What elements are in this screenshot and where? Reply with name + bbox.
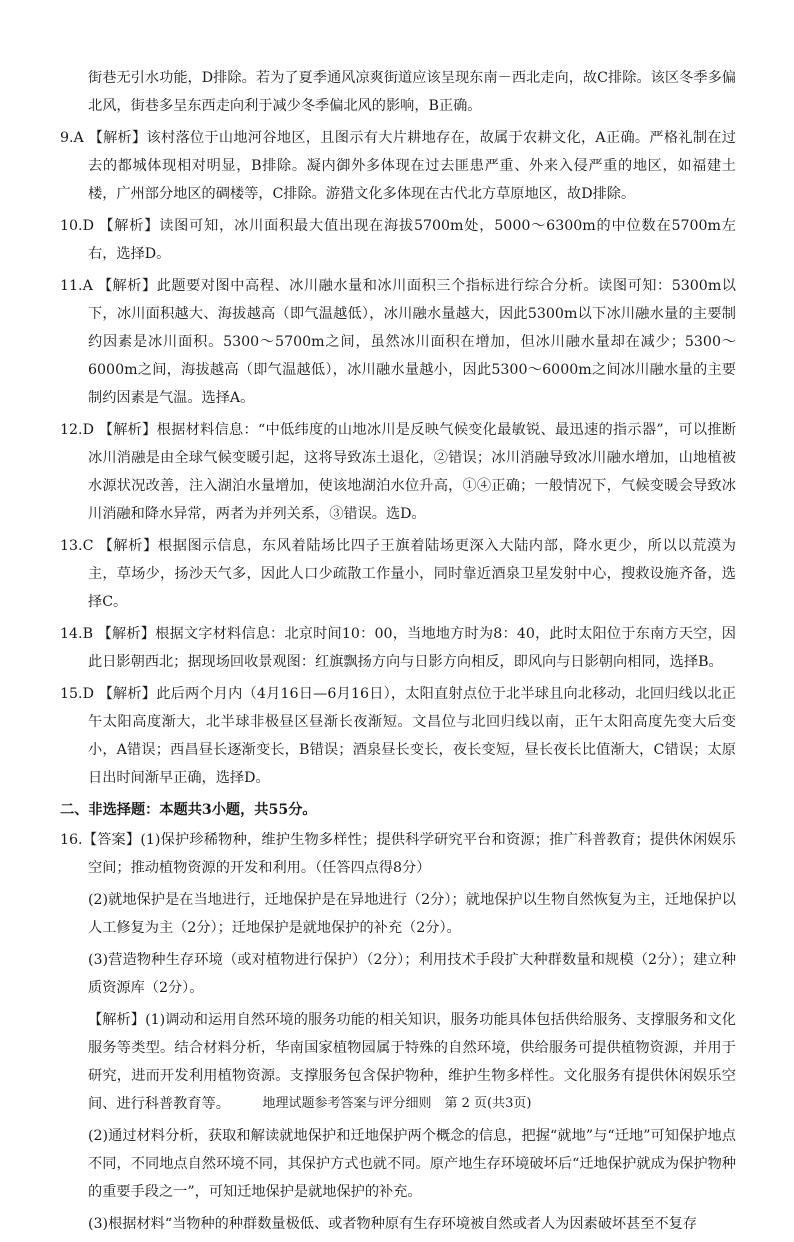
- answer-item-16-answer-2: (2)就地保护是在当地进行，迁地保护是在异地进行（2分）；就地保护以生物自然恢复为主，迁地保护以人工修复为主（2分）；迁地保护是就地保护的补充（2分）。: [88, 892, 736, 936]
- section-heading: 二、非选择题：本题共3小题，共55分。: [60, 802, 317, 818]
- page-footer: 地理试题参考答案与评分细则 第 2 页(共3页): [262, 1096, 532, 1111]
- answer-item-16-analysis-3: (3)根据材料“当物种的种群数量极低、或者物种原有生存环境被自然或者人为因素破坏甚至不复存: [88, 1216, 698, 1232]
- answer-item-11: 11.A 【解析】此题要对图中高程、冰川融水量和冰川面积三个指标进行综合分析。读图可知：5300m以下，冰川面积越大、海拔越高（即气温越低），冰川融水量越大，因此5300m以下冰川融水量的主要制约因素是冰川面积。5300～5700m之间，虽然冰川面积在增加，但冰川融水量却在减少；5300～6000m之间，海拔越高（即气温越低），冰川融水量越小，因此5300～6000m之间冰川融水量的主要制约因素是气温。选择A。: [60, 278, 736, 406]
- answer-item-12: 12.D 【解析】根据材料信息：“中低纬度的山地冰川是反映气候变化最敏锐、最迅速的指示器”，可以推断冰川消融是由全球气候变暖引起，这将导致冻土退化，②错误；冰川消融导致冰川融水增加，山地植被水源状况改善，注入湖泊水量增加，使该地湖泊水位升高，①④正确；一般情况下，气候变暖会导致冰川消融和降水异常，两者为并列关系，③错误。选D。: [60, 422, 736, 522]
- answer-item-16-answer-3: (3)营造物种生存环境（或对植物进行保护）（2分）；利用技术手段扩大种群数量和规模（2分）；建立种质资源库（2分）。: [88, 952, 736, 996]
- answer-item-10: 10.D 【解析】读图可知，冰川面积最大值出现在海拔5700m处，5000～6300m的中位数在5700m左右，选择D。: [60, 218, 736, 262]
- answer-body: [60, 64, 736, 1242]
- answer-item-13: 13.C 【解析】根据图示信息，东风着陆场比四子王旗着陆场更深入大陆内部，降水更少，所以以荒漠为主，草场少，扬沙天气多，因此人口少疏散工作量小，同时靠近酒泉卫星发射中心，搜救设施齐备，选择C。: [60, 538, 736, 610]
- answer-item-9: 9.A 【解析】该村落位于山地河谷地区，且图示有大片耕地存在，故属于农耕文化，A正确。严格礼制在过去的都城体现相对明显，B排除。凝内御外多体现在过去匪患严重、外来入侵严重的地区，如福建土楼，广州部分地区的碉楼等，C排除。游猎文化多体现在古代北方草原地区，故D排除。: [60, 130, 736, 202]
- paragraph-continuation: 街巷无引水功能，D排除。若为了夏季通风凉爽街道应该呈现东南－西北走向，故C排除。该区冬季多偏北风，街巷多呈东西走向利于减少冬季偏北风的影响，B正确。: [88, 70, 736, 114]
- answer-item-16-analysis-1: 【解析】(1)调动和运用自然环境的服务功能的相关知识，服务功能具体包括供给服务、支撑服务和文化服务等类型。结合材料分析，华南国家植物园属于特殊的自然环境，供给服务可提供植物资源，并用于研究，进而开发利用植物资源。支撑服务包含保护物种，维护生物多样性。文化服务有提供休闲娱乐空间、进行科普教育等。: [88, 1012, 736, 1112]
- answer-item-16-analysis-2: (2)通过材料分析，获取和解读就地保护和迁地保护两个概念的信息，把握“就地”与“迁地”可知保护地点不同，不同地点自然环境不同，其保护方式也就不同。原产地生存环境破坏后“迁地保护就成为保护物种的重要手段之一”，可知迁地保护是就地保护的补充。: [88, 1128, 736, 1200]
- answer-item-16-answer-1: 16.【答案】(1)保护珍稀物种，维护生物多样性；提供科学研究平台和资源；推广科普教育；提供休闲娱乐空间；推动植物资源的开发和利用。（任答四点得8分）: [60, 832, 736, 876]
- answer-item-15: 15.D 【解析】此后两个月内（4月16日—6月16日），太阳直射点位于北半球且向北移动，北回归线以北正午太阳高度渐大，北半球非极昼区昼渐长夜渐短。文昌位与北回归线以南，正午太阳高度先变大后变小，A错误；西昌昼长逐渐变长，B错误；酒泉昼长变长，夜长变短，昼长夜长比值渐大，C错误；太原日出时间渐早正确，选择D。: [60, 686, 736, 786]
- answer-item-14: 14.B 【解析】根据文字材料信息：北京时间10：00，当地地方时为8：40，此时太阳位于东南方天空，因此日影朝西北；据现场回收景观图：红旗飘扬方向与日影方向相反，即风向与日影朝向相同，选择B。: [60, 626, 736, 670]
